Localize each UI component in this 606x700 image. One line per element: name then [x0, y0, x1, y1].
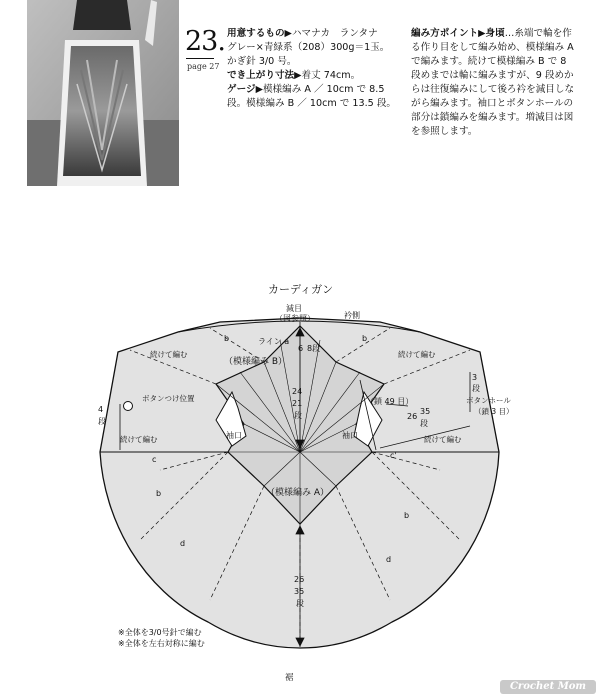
- center-21: 21: [292, 399, 303, 408]
- line-a-label: ライン a: [258, 337, 290, 346]
- gauge-text-1: 模様編み A ／ 10cm で 8.5: [262, 84, 385, 95]
- chain-3-label: （鎖 3 目）: [474, 407, 514, 416]
- points-line-5: がら編みます。袖口とボタンホールの: [411, 98, 574, 109]
- button-position-label: ボタンつけ位置: [142, 394, 195, 403]
- b-lower-left: b: [156, 489, 162, 498]
- three-rows-unit: 段: [472, 384, 480, 393]
- bottom-35: 35: [294, 587, 305, 596]
- three-label: 3: [472, 373, 478, 382]
- r-rows-label: 段: [420, 419, 428, 428]
- hem-label: 裾: [285, 673, 294, 683]
- center-rows: 段: [294, 411, 302, 420]
- b-lower-right: b: [404, 511, 410, 520]
- pattern-b-label: （模様編み B）: [224, 357, 288, 367]
- pattern-a-label: （模様編み A）: [266, 488, 330, 498]
- four-rows-unit: 段: [98, 417, 106, 426]
- four-label: 4: [98, 405, 104, 414]
- d-right-label: d: [386, 555, 392, 564]
- cuff-left-label: 袖口: [226, 431, 242, 440]
- gauge-label: ゲージ▶: [227, 84, 263, 95]
- points-line-7: を参照します。: [411, 126, 478, 137]
- continue-top-left: 続けて編む: [150, 350, 188, 359]
- bottom-rows: 段: [296, 599, 304, 608]
- materials-text-1: ハマナカ ランタナ: [291, 28, 378, 39]
- collar-label: 衿側: [344, 311, 360, 320]
- page-reference: page 27: [187, 62, 220, 71]
- size-label: でき上がり寸法▶: [227, 70, 302, 81]
- points-line-3: 段めまでは輪に編みますが、9 段めか: [411, 70, 574, 81]
- points-label: 編み方ポイント▶身頃: [411, 28, 505, 39]
- r26-label: 26: [407, 412, 418, 421]
- bottom-26: 26: [294, 575, 305, 584]
- diagram-title: カーディガン: [268, 283, 334, 296]
- cuff-right-label: 袖口: [342, 431, 358, 440]
- b-top-right: b: [362, 334, 368, 343]
- gauge-text-2: 段。模様編み B ／ 10cm で 13.5 段。: [227, 98, 397, 109]
- b-top-left: b: [224, 334, 230, 343]
- note-line-2: ※全体を左右対称に編む: [118, 638, 205, 648]
- points-line-6: 部分は鎖編みを編みます。増減目は図: [411, 112, 574, 123]
- r35-label: 35: [420, 407, 431, 416]
- c-right-label: c': [390, 451, 397, 460]
- continue-mid-left: 続けて編む: [120, 435, 158, 444]
- decrease-ref: （図参照）: [275, 314, 315, 323]
- size-text: 着丈 74cm。: [301, 70, 361, 81]
- chain-49-label: （鎖 49 目）: [366, 397, 414, 406]
- eight-rows-label: 8段: [307, 344, 321, 353]
- button-icon: [124, 402, 133, 411]
- c-left-label: c: [152, 455, 157, 464]
- continue-mid-right: 続けて編む: [424, 435, 462, 444]
- materials-label: 用意するもの▶: [227, 28, 292, 39]
- note-line-1: ※全体を3/0号針で編む: [118, 628, 202, 637]
- pattern-number: 23.: [185, 26, 225, 57]
- continue-top-right: 続けて編む: [398, 350, 436, 359]
- watermark: Crochet Mom: [500, 680, 596, 694]
- decrease-label: 減目: [286, 304, 302, 313]
- points-line-1: る作り目をして編み始め、模様編み A: [411, 42, 574, 53]
- buttonhole-label: ボタンホール: [466, 396, 511, 405]
- materials-text-2: グレー×青緑系（208）300g＝1玉。: [227, 42, 390, 53]
- center-24: 24: [292, 387, 303, 396]
- notes-block: [118, 628, 205, 649]
- materials-text-3: かぎ針 3/0 号。: [227, 56, 297, 67]
- d-left-label: d: [180, 539, 186, 548]
- points-line-4: らは往復編みにして後ろ衿を減目しな: [411, 84, 575, 95]
- points-line-2: で編みます。続けて模様編み B で 8: [411, 56, 567, 67]
- points-text-0: …糸端で輪を作: [504, 28, 572, 39]
- six-label: 6: [298, 344, 304, 353]
